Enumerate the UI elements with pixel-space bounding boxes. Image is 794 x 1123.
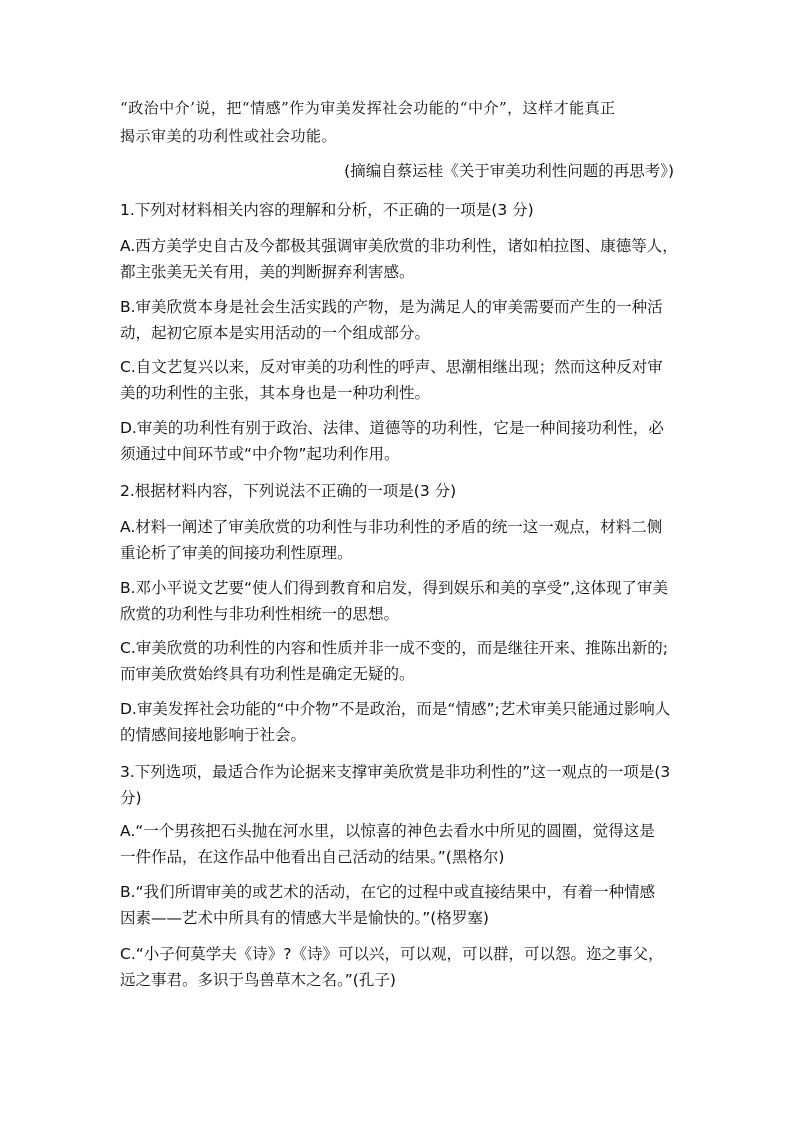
text-line: 分) [120, 789, 142, 807]
text-line: C.审美欣赏的功利性的内容和性质并非一成不变的，而是继往开来、推陈出新的; [120, 639, 668, 657]
text-line: 一件作品，在这作品中他看出自己活动的结果。”(黑格尔) [120, 848, 505, 866]
text-line: C.“小子何莫学夫《诗》?《诗》可以兴，可以观，可以群，可以怨。迩之事父， [120, 945, 664, 963]
text-line: D.审美发挥社会功能的“中介物”不是政治，而是“情感”;艺术审美只能通过影响人 [120, 700, 671, 718]
text-line: 欣赏的功利性与非功利性相统一的思想。 [120, 605, 400, 623]
text-line: A.“一个男孩把石头抛在河水里，以惊喜的神色去看水中所见的圆圈，觉得这是 [120, 822, 655, 840]
question-2-stem [120, 478, 680, 504]
text-line: 1.下列对材料相关内容的理解和分析，不正确的一项是(3 分) [120, 201, 534, 219]
text-line: B.“我们所谓审美的或艺术的活动，在它的过程中或直接结果中，有着一种情感 [120, 883, 656, 901]
text-line: “政治中介’说，把“情感”作为审美发挥社会功能的“中介”，这样才能真正 [120, 99, 616, 117]
text-line: 3.下列选项，最适合作为论据来支撑审美欣赏是非功利性的”这一观点的一项是(3 [120, 763, 671, 781]
text-line: D.审美的功利性有别于政治、法律、道德等的功利性，它是一种间接功利性，必 [120, 419, 664, 437]
question-3-option-a [120, 818, 680, 870]
text-line: 而审美欣赏始终具有功利性是确定无疑的。 [120, 665, 415, 683]
text-line: 须通过中间环节或“中介物”起功利作用。 [120, 445, 400, 463]
text-line: 因素——艺术中所具有的情感大半是愉快的。”(格罗塞) [120, 909, 489, 927]
text-line: 重论析了审美的间接功利性原理。 [120, 544, 353, 562]
text-line: A.材料一阐述了审美欣赏的功利性与非功利性的矛盾的统一这一观点，材料二侧 [120, 518, 663, 536]
question-1-option-c [120, 354, 680, 406]
text-line: 美的功利性的主张，其本身也是一种功利性。 [120, 384, 431, 402]
question-3-stem [120, 759, 680, 811]
question-3-option-c [120, 941, 680, 993]
text-line: B.邓小平说文艺要“使人们得到教育和启发，得到娱乐和美的享受”,这体现了审美 [120, 579, 669, 597]
text-line: 动，起初它原本是实用活动的一个组成部分。 [120, 324, 431, 342]
text-line: 的情感间接地影响于社会。 [120, 726, 307, 744]
text-line: A.西方美学史自古及今都极其强调审美欣赏的非功利性，诸如柏拉图、康德等人， [120, 237, 678, 255]
text-line: 都主张美无关有用，美的判断摒弃利害感。 [120, 263, 415, 281]
question-1-option-d [120, 415, 680, 467]
text-line: B.审美欣赏本身是社会生活实践的产物，是为满足人的审美需要而产生的一种活 [120, 298, 663, 316]
question-1-option-a [120, 233, 680, 285]
question-2-option-a [120, 514, 680, 566]
text-line: 远之事君。多识于鸟兽草木之名。”(孔子) [120, 971, 396, 989]
question-1-option-b [120, 294, 680, 346]
text-line: 揭示审美的功利性或社会功能。 [120, 127, 338, 145]
text-line: C.自文艺复兴以来，反对审美的功利性的呼声、思潮相继出现；然而这种反对审 [120, 358, 663, 376]
question-1-stem [120, 197, 680, 223]
question-2-option-b [120, 575, 680, 627]
intro-paragraph [120, 94, 680, 150]
text-line: 2.根据材料内容，下列说法不正确的一项是(3 分) [120, 482, 457, 500]
question-2-option-d [120, 696, 680, 748]
question-2-option-c [120, 635, 680, 687]
source-citation: (摘编自蔡运桂《关于审美功利性问题的再思考》) [344, 162, 674, 180]
question-3-option-b [120, 879, 680, 931]
